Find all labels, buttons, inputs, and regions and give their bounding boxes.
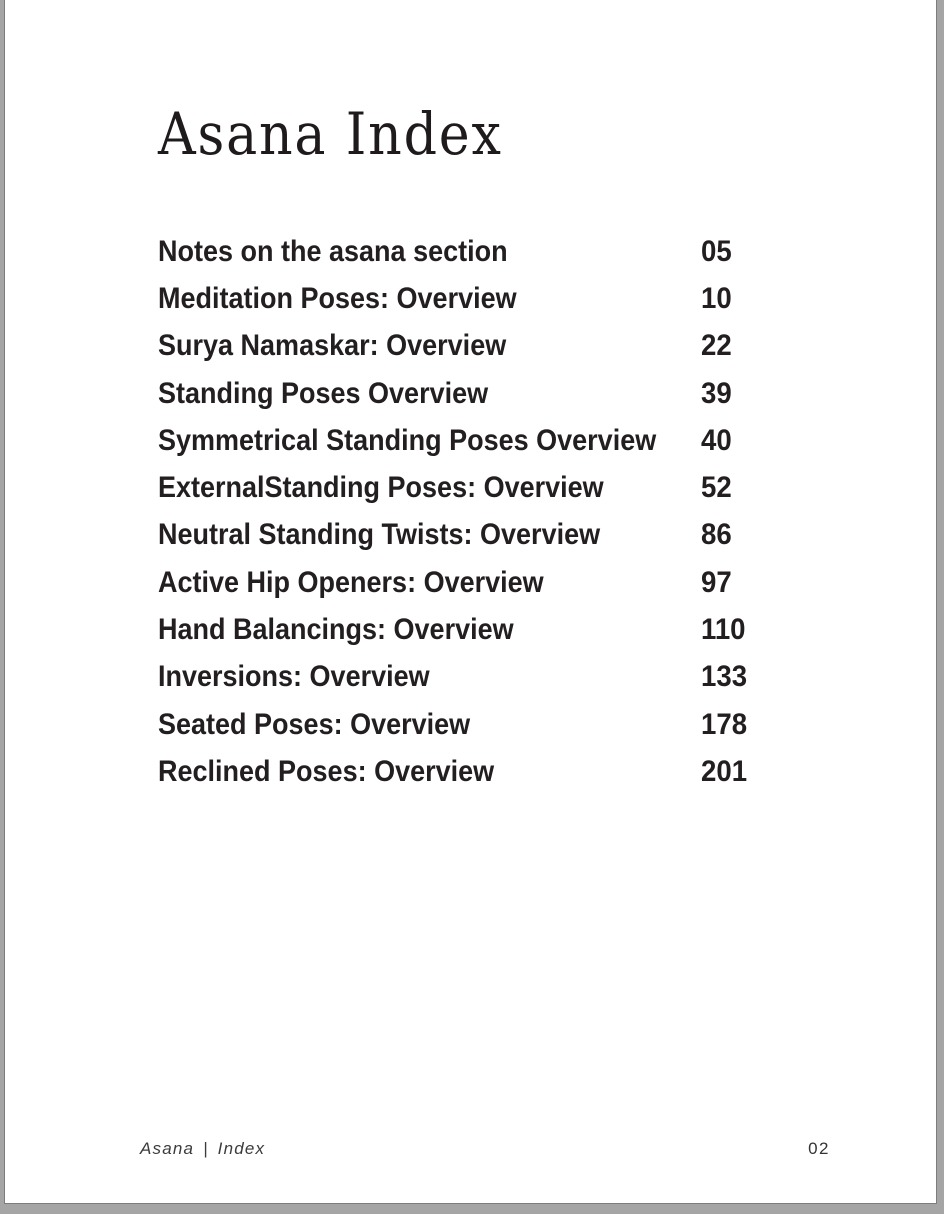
toc-entry-label: Symmetrical Standing Poses Overview	[158, 423, 657, 457]
page-title	[158, 100, 541, 168]
toc-entry[interactable]	[158, 464, 751, 511]
toc-entry-page-number: 22	[701, 329, 732, 363]
toc-entry-label: Standing Poses Overview	[158, 376, 489, 410]
page-number: 02	[808, 1139, 830, 1158]
toc-entry-page-number: 97	[701, 565, 732, 599]
toc-entry-label: Reclined Poses: Overview	[158, 754, 495, 788]
running-title: Asana | Index	[140, 1139, 266, 1158]
page-title-text: Asana Index	[158, 100, 503, 168]
toc-entry[interactable]	[158, 417, 751, 464]
toc-entry[interactable]	[158, 275, 751, 322]
toc-entry[interactable]	[158, 654, 751, 701]
toc-entry-page-number: 178	[701, 707, 748, 741]
toc-entry-label: Meditation Poses: Overview	[158, 281, 517, 315]
toc-entry-page-number: 40	[701, 423, 732, 457]
toc-entry-label: Seated Poses: Overview	[158, 707, 471, 741]
toc-entry-page-number: 10	[701, 281, 732, 315]
toc-entry[interactable]	[158, 228, 751, 275]
toc-list	[158, 228, 751, 796]
toc-entry-page-number: 05	[701, 234, 732, 268]
document-page	[4, 0, 937, 1204]
toc-entry[interactable]	[158, 701, 751, 748]
toc-entry[interactable]	[158, 370, 751, 417]
toc-entry-page-number: 110	[701, 613, 746, 647]
toc-entry[interactable]	[158, 748, 751, 795]
toc-entry-label: Neutral Standing Twists: Overview	[158, 518, 601, 552]
toc-entry[interactable]	[158, 606, 751, 653]
toc-entry-page-number: 39	[701, 376, 732, 410]
toc-entry-label: Hand Balancings: Overview	[158, 613, 514, 647]
toc-entry-label: Surya Namaskar: Overview	[158, 329, 507, 363]
toc-entry-label: Active Hip Openers: Overview	[158, 565, 544, 599]
toc-entry-label: Inversions: Overview	[158, 660, 430, 694]
toc-entry[interactable]	[158, 559, 751, 606]
toc-entry[interactable]	[158, 323, 751, 370]
toc-entry[interactable]	[158, 512, 751, 559]
toc-entry-page-number: 86	[701, 518, 732, 552]
toc-entry-label: Notes on the asana section	[158, 234, 508, 268]
toc-entry-label: ExternalStanding Poses: Overview	[158, 471, 604, 505]
toc-entry-page-number: 133	[701, 660, 748, 694]
page-footer	[140, 1139, 830, 1159]
toc-entry-page-number: 52	[701, 471, 732, 505]
toc-entry-page-number: 201	[701, 754, 748, 788]
